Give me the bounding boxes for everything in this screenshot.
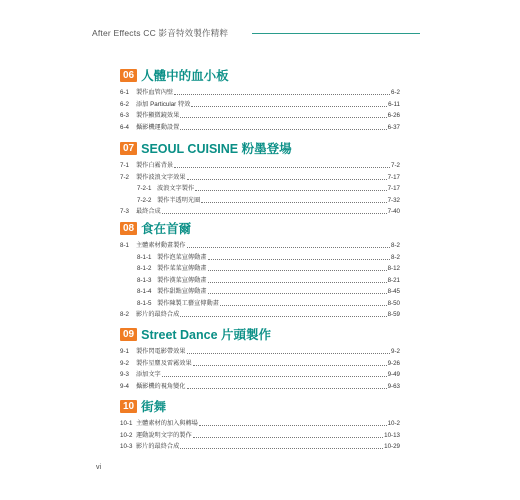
chapter-number-badge: 07 <box>120 142 137 155</box>
toc-entry[interactable] <box>137 276 400 285</box>
page-reference: 8-21 <box>387 276 400 284</box>
toc-entry[interactable] <box>120 111 400 120</box>
dot-leader <box>208 259 391 260</box>
dot-leader <box>195 190 386 191</box>
toc-entry[interactable] <box>120 431 400 440</box>
chapter-title: 街舞 <box>141 400 167 414</box>
section-number: 8-2 <box>120 311 129 318</box>
dot-leader <box>208 270 387 271</box>
page-reference: 8-45 <box>387 288 400 295</box>
page-reference: 9-2 <box>391 348 400 355</box>
page-reference: 9-63 <box>387 382 400 390</box>
page-reference: 7-17 <box>387 173 400 181</box>
toc-entry[interactable] <box>120 382 400 391</box>
section-title: 添加文字 <box>136 371 161 378</box>
toc-entry[interactable] <box>137 287 400 296</box>
chapter-heading <box>120 141 292 155</box>
dot-leader <box>180 448 383 449</box>
dot-leader <box>162 376 387 377</box>
page-reference: 7-2 <box>391 162 400 169</box>
page-reference: 8-50 <box>387 299 400 307</box>
chapter-heading <box>120 399 166 413</box>
toc-entry[interactable] <box>120 100 400 109</box>
section-title: 製作菜菜宣傳動畫 <box>157 265 207 272</box>
section-title: 影片的最終合成 <box>136 311 180 318</box>
dot-leader <box>199 425 387 426</box>
section-number: 8-1-2 <box>137 265 152 272</box>
toc-entry[interactable] <box>120 442 400 451</box>
dot-leader <box>187 353 391 354</box>
toc-entry[interactable] <box>137 253 400 262</box>
section-number: 7-3 <box>120 208 129 215</box>
page-reference: 7-32 <box>387 196 400 204</box>
section-number: 6-3 <box>120 112 129 119</box>
section-title: 影片的最終合成 <box>136 443 180 450</box>
toc-entry[interactable] <box>137 196 400 205</box>
page-reference: 6-26 <box>387 112 400 119</box>
chapter-title: Street Dance 片頭製作 <box>141 328 272 342</box>
chapter-heading <box>120 327 271 341</box>
section-number: 10-2 <box>120 431 133 439</box>
section-number: 8-1-5 <box>137 299 152 307</box>
toc-entry[interactable] <box>137 299 400 308</box>
page-reference: 6-11 <box>388 100 400 108</box>
page-reference: 10-2 <box>387 420 400 427</box>
page-number: vi <box>96 464 102 471</box>
dot-leader <box>201 202 386 203</box>
section-number: 6-2 <box>120 100 129 108</box>
section-title: 波浪文字製作 <box>157 185 195 192</box>
section-title: 製作泡菜宣傳動畫 <box>157 253 207 261</box>
section-title: 攝影機的視角變化 <box>136 382 186 390</box>
page-reference: 6-2 <box>391 89 400 96</box>
section-title: 製作血管內壁 <box>136 89 174 96</box>
section-number: 9-2 <box>120 359 129 367</box>
chapter-number-badge: 10 <box>120 400 137 413</box>
section-number: 8-1-4 <box>137 288 152 295</box>
page-reference: 6-37 <box>387 123 400 131</box>
section-number: 8-1 <box>120 242 129 249</box>
dot-leader <box>187 179 387 180</box>
section-number: 8-1-3 <box>137 276 152 284</box>
toc-entry[interactable] <box>120 370 400 379</box>
section-number: 6-4 <box>120 123 129 131</box>
toc-entry[interactable] <box>120 161 400 170</box>
section-title: 製作陳製工藝宣傳動畫 <box>157 299 219 307</box>
toc-entry[interactable] <box>137 264 400 273</box>
section-number: 10-3 <box>120 443 133 450</box>
chapter-number-badge: 09 <box>120 328 137 341</box>
page-reference: 8-2 <box>391 253 400 261</box>
section-number: 7-2-2 <box>137 196 152 204</box>
section-title: 製作星塵及雷霧效果 <box>136 359 192 367</box>
section-title: 運動說明文字的製作 <box>136 431 192 439</box>
chapter-title: SEOUL CUISINE 粉墨登場 <box>141 142 292 156</box>
page-reference: 10-13 <box>384 431 400 439</box>
section-title: 最終合成 <box>136 208 161 215</box>
page-reference: 8-59 <box>387 311 400 318</box>
section-number: 9-4 <box>120 382 129 390</box>
toc-entry[interactable] <box>120 207 400 216</box>
toc-entry[interactable] <box>120 347 400 356</box>
page-reference: 9-26 <box>387 359 400 367</box>
dot-leader <box>187 388 387 389</box>
chapter-heading <box>120 68 229 82</box>
toc-entry[interactable] <box>120 123 400 132</box>
chapter-heading <box>120 221 191 235</box>
toc-entry[interactable] <box>120 241 400 250</box>
section-number: 8-1-1 <box>137 253 152 261</box>
toc-entry[interactable] <box>120 88 400 97</box>
section-number: 9-1 <box>120 348 129 355</box>
dot-leader <box>174 94 390 95</box>
page-reference: 10-29 <box>384 443 400 450</box>
header-rule <box>252 33 420 34</box>
dot-leader <box>193 437 383 438</box>
section-title: 添加 Particular 特效 <box>136 100 191 108</box>
dot-leader <box>193 365 387 366</box>
section-number: 7-2 <box>120 173 129 181</box>
page-reference: 7-17 <box>387 185 400 192</box>
chapter-number-badge: 08 <box>120 222 137 235</box>
section-number: 10-1 <box>120 420 133 427</box>
chapter-number-badge: 06 <box>120 69 137 82</box>
section-title: 製作半透明光圈 <box>157 196 201 204</box>
section-title: 製作漢菜宣傳動畫 <box>157 276 207 284</box>
page-reference: 7-40 <box>387 208 400 215</box>
dot-leader <box>208 293 387 294</box>
dot-leader <box>187 247 391 248</box>
section-title: 製作閃電影帶效果 <box>136 348 186 355</box>
dot-leader <box>191 106 387 107</box>
chapter-title: 人體中的血小板 <box>141 69 229 83</box>
page-reference: 9-49 <box>387 371 400 378</box>
toc-entry[interactable] <box>120 419 400 428</box>
page-reference: 8-2 <box>391 242 400 249</box>
section-title: 製作顯微鏡效果 <box>136 112 180 119</box>
section-number: 9-3 <box>120 371 129 378</box>
section-title: 製作甜點宣傳動畫 <box>157 288 207 295</box>
page-reference: 8-12 <box>387 265 400 272</box>
section-number: 6-1 <box>120 89 129 96</box>
dot-leader <box>174 167 390 168</box>
section-title: 攝影機運動設置 <box>136 123 180 131</box>
section-title: 主體素材的加入與轉場 <box>136 420 198 427</box>
dot-leader <box>220 305 387 306</box>
section-number: 7-2-1 <box>137 185 152 192</box>
dot-leader <box>180 316 386 317</box>
section-title: 製作白霧背景 <box>136 162 174 169</box>
toc-entry[interactable] <box>120 173 400 182</box>
section-title: 製作波浪文字效果 <box>136 173 186 181</box>
dot-leader <box>180 117 386 118</box>
dot-leader <box>208 282 387 283</box>
book-title: After Effects CC 影音特效製作精粹 <box>92 28 229 38</box>
toc-entry[interactable] <box>137 184 400 193</box>
section-number: 7-1 <box>120 162 129 169</box>
dot-leader <box>162 213 387 214</box>
section-title: 主體素材動畫製作 <box>136 242 186 249</box>
toc-entry[interactable] <box>120 310 400 319</box>
chapter-title: 食在首爾 <box>141 222 192 236</box>
toc-entry[interactable] <box>120 359 400 368</box>
dot-leader <box>180 129 386 130</box>
